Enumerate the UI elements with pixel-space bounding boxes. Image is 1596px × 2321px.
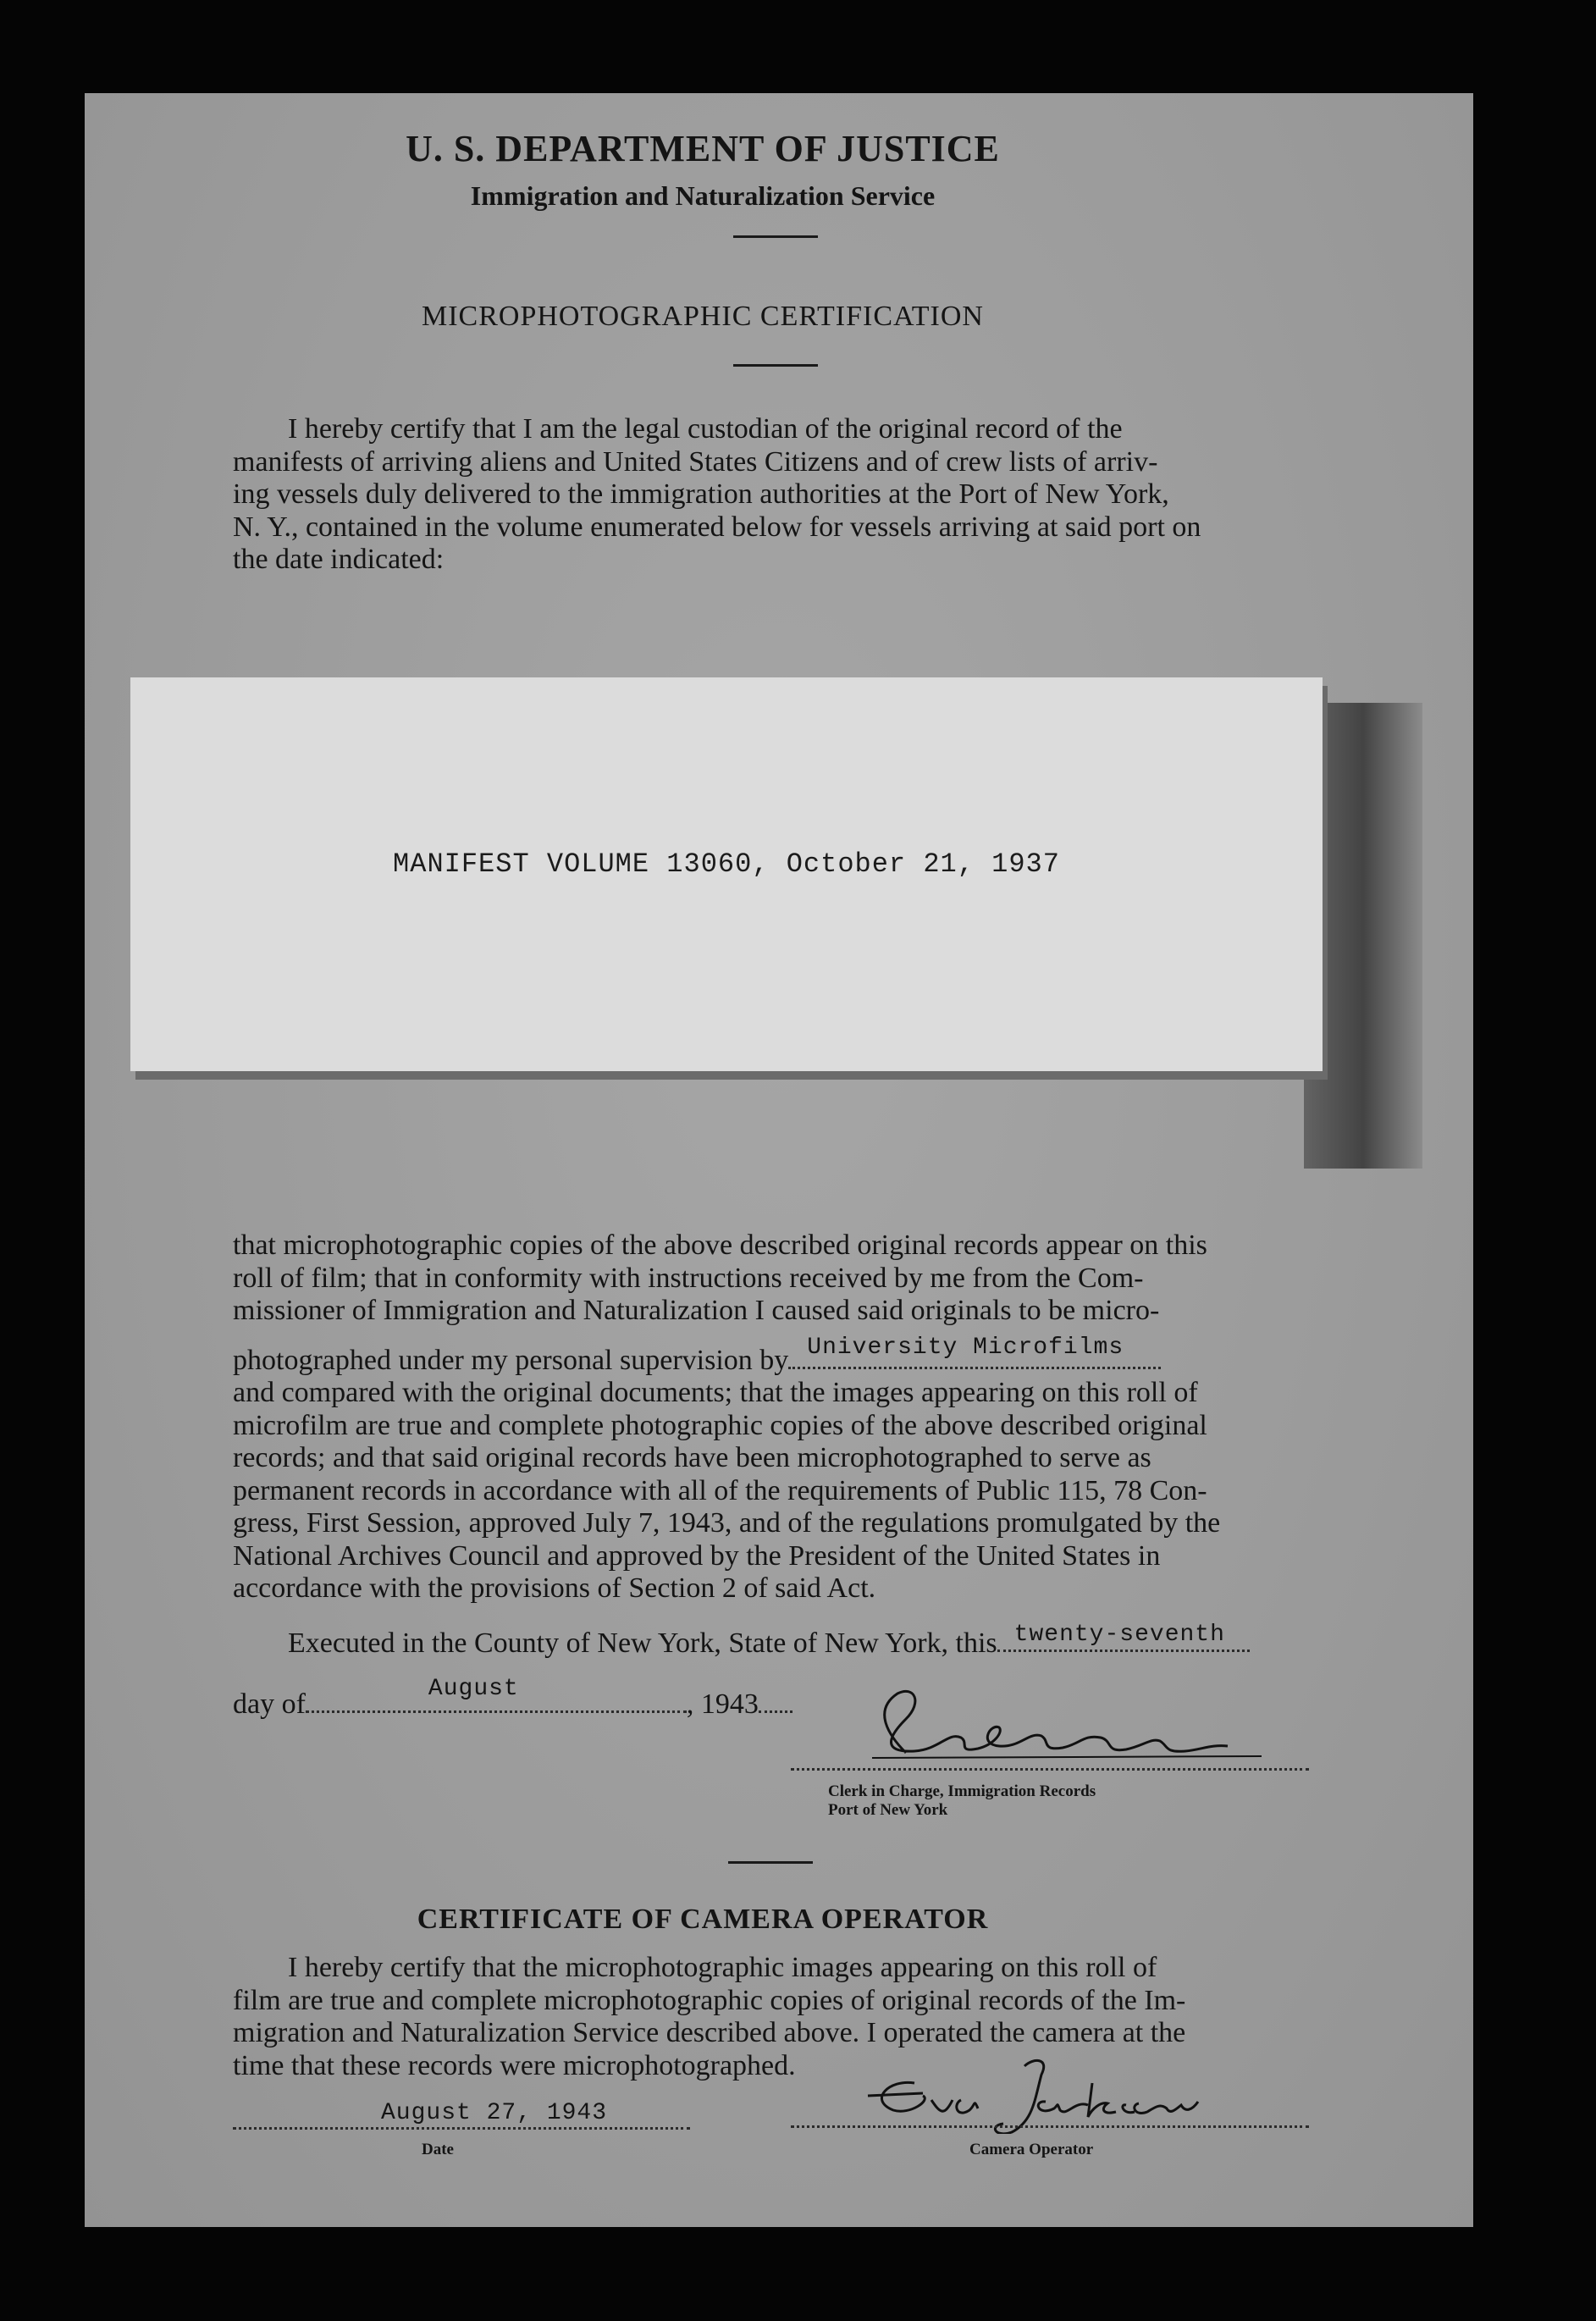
paragraph-line: the date indicated:: [233, 544, 445, 575]
paragraph-line: gress, First Session, approved July 7, 1943, and of the regulations promulgated by the: [233, 1507, 1221, 1539]
paragraph-line: permanent records in accordance with all of the requirements of Public 115, 78 Con-: [233, 1474, 1207, 1506]
certification-title: MICROPHOTOGRAPHIC CERTIFICATION: [421, 301, 984, 332]
supervision-field: [788, 1335, 1161, 1369]
paragraph-line: National Archives Council and approved by the President of the United States in: [233, 1539, 1161, 1572]
paragraph-line: that microphotographic copies of the above described original records appear on this: [233, 1230, 1207, 1261]
date-line: [233, 2127, 690, 2130]
paragraph-line: time that these records were microphotographed.: [233, 2049, 796, 2081]
executed-label: Executed in the County of New York, State of New York, this: [288, 1627, 997, 1659]
paragraph-line: I hereby certify that the microphotographic images appearing on this roll of: [288, 1952, 1157, 1983]
department-title: U. S. DEPARTMENT OF JUSTICE: [406, 128, 1000, 169]
paragraph-line: accordance with the provisions of Section 2 of said Act.: [233, 1572, 876, 1604]
year-label: , 194: [686, 1688, 744, 1720]
clerk-signature-image: [787, 1685, 1329, 1778]
paragraph-line: records; and that said original records have been microphotographed to serve as: [233, 1442, 1151, 1473]
day-of-label: day of: [233, 1688, 306, 1720]
executed-line: [288, 1624, 1250, 1660]
supervision-label: photographed under my personal supervision by: [233, 1344, 789, 1376]
paragraph-line: film are true and complete microphotographic copies of original records of the Im-: [233, 1984, 1186, 2016]
operator-label: Camera Operator: [969, 2141, 1094, 2158]
date-value: August 27, 1943: [381, 2100, 608, 2126]
supervision-line: [233, 1335, 1321, 1378]
paragraph-line: manifests of arriving aliens and United States Citizens and of crew lists of arriv-: [233, 445, 1158, 478]
supervision-value: University Microfilms: [807, 1335, 1124, 1361]
operator-signature-line: [791, 2125, 1309, 2128]
clerk-title: [828, 1782, 1096, 1820]
camera-certificate-heading: CERTIFICATE OF CAMERA OPERATOR: [417, 1904, 989, 1935]
service-subtitle: Immigration and Naturalization Service: [470, 180, 936, 211]
paragraph-line: and compared with the original documents; that the images appearing on this roll of: [233, 1377, 1198, 1408]
date-of-line: [233, 1676, 792, 1721]
clerk-signature-block: [787, 1685, 1329, 1778]
paragraph-line: ing vessels duly delivered to the immigration authorities at the Port of New York,: [233, 478, 1169, 510]
divider-rule: [733, 364, 818, 367]
paragraph-line: I hereby certify that I am the legal custodian of the original record of the: [288, 413, 1123, 445]
paragraph-line: roll of film; that in conformity with instructions received by me from the Com-: [233, 1262, 1144, 1294]
month-value: August: [428, 1676, 519, 1702]
intro-paragraph: [233, 413, 1321, 577]
date-field: [233, 2100, 690, 2134]
date-label: Date: [422, 2141, 454, 2158]
divider-rule: [728, 1861, 813, 1864]
paragraph-line: N. Y., contained in the volume enumerated below for vessels arriving at said port on: [233, 511, 1201, 543]
manifest-volume-text: MANIFEST VOLUME 13060, October 21, 1937: [393, 848, 1060, 880]
paragraph-line: missioner of Immigration and Naturalization I caused said originals to be micro-: [233, 1295, 1160, 1326]
day-value: twenty-seventh: [1013, 1622, 1225, 1648]
clerk-title-line1: Clerk in Charge, Immigration Records: [828, 1782, 1096, 1800]
day-field: [997, 1624, 1250, 1652]
paragraph-line: microfilm are true and complete photographic copies of the above described original: [233, 1409, 1207, 1441]
operator-signature-block: [787, 2049, 1329, 2134]
divider-rule: [733, 235, 818, 238]
manifest-slip: [130, 677, 1323, 1071]
paragraph-line: migration and Naturalization Service described above. I operated the camera at the: [233, 2017, 1186, 2048]
month-field: [306, 1676, 687, 1713]
body-paragraph: [233, 1230, 1321, 1605]
year-value: 3: [743, 1688, 759, 1720]
operator-signature-image: [787, 2049, 1329, 2134]
clerk-signature-line: [791, 1768, 1309, 1771]
clerk-title-line2: Port of New York: [828, 1801, 948, 1819]
